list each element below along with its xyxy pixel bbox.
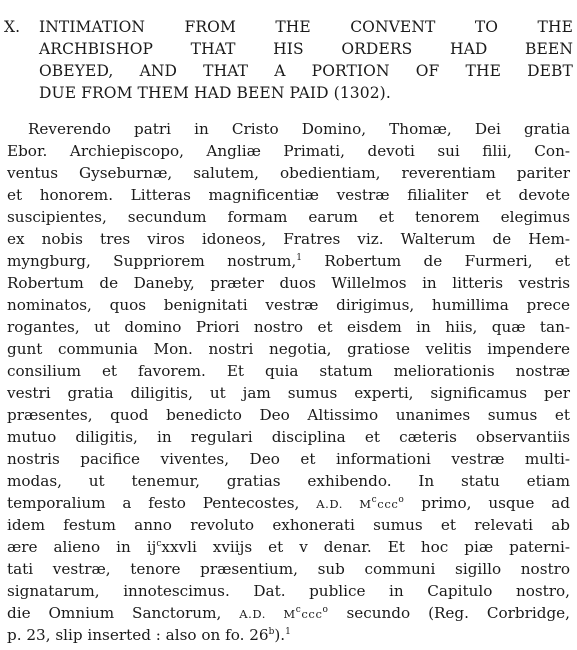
body-line: mutuo diligitis, in regulari disciplina et cæteris observantiis: [7, 428, 570, 446]
body-line: consilium et favorem. Et quia statum meliorationis nostræ: [7, 362, 570, 380]
footnote-mark: 1: [285, 627, 291, 637]
body-line: ventus Gyseburnæ, salutem, obedientiam, reverentiam pariter: [7, 164, 570, 182]
body-line: nominatos, quos benignitati vestræ dirigimus, humillima prece: [7, 296, 570, 314]
superscript: b: [268, 627, 275, 637]
body-text-segment: Robertum: [324, 252, 402, 270]
date-reference: A.D. $M^cccc^o$: [239, 605, 329, 621]
heading-line-1: [0, 16, 577, 38]
body-line: Ebor. Archiepiscopo, Angliæ Primati, devoti sui filii, Con-: [7, 142, 570, 160]
heading-text: DUE FROM THEM HAD BEEN PAID (1302).: [39, 84, 391, 102]
body-text-segment: myngburg, Suppriorem nostrum,: [7, 252, 297, 270]
heading-text: INTIMATION FROM THE CONVENT TO THE: [39, 18, 573, 36]
heading-line-3: [0, 60, 577, 82]
body-text-segment: die Omnium Sanctorum,: [7, 604, 222, 622]
body-line: ex nobis tres viros idoneos, Fratres viz. Walterum de Hem-: [7, 230, 570, 248]
body-line: [7, 250, 570, 272]
body-line: modas, ut tenemur, gratias exhibendo. In statu etiam: [7, 472, 570, 490]
heading-text: OBEYED, AND THAT A PORTION OF THE DEBT: [39, 62, 573, 80]
heading-text: ARCHBISHOP THAT HIS ORDERS HAD BEEN: [39, 40, 573, 58]
section-number: X.: [4, 18, 21, 36]
body-line: tati vestræ, tenore præsentium, sub communi sigillo nostro: [7, 560, 570, 578]
heading-line-4: [0, 82, 577, 104]
body-text-segment: xxvli xviijs et v denar. Et hoc piæ paterni-: [161, 538, 570, 556]
date-reference: A.D. $M^cccc^o$: [316, 495, 405, 511]
heading-line-2: [0, 38, 577, 60]
footnote-mark: 1: [296, 253, 302, 263]
body-text-segment: primo, usque ad: [421, 494, 571, 512]
body-line: signatarum, innotescimus. Dat. publice in Capitulo nostro,: [7, 582, 570, 600]
body-line: gunt communia Mon. nostri negotia, gratiose velitis impendere: [7, 340, 570, 358]
body-line: idem festum anno revoluto exhonerati sumus et relevati ab: [7, 516, 570, 534]
body-line: [7, 602, 570, 624]
body-line: suscipientes, secundum formam earum et tenorem elegimus: [7, 208, 570, 226]
body-text-segment: ).: [274, 626, 286, 644]
body-line: [7, 492, 570, 514]
superscript: c: [156, 539, 162, 549]
body-text-segment: p. 23, slip inserted : also on fo. 26: [7, 626, 269, 644]
body-line: præsentes, quod benedicto Deo Altissimo unanimes sumus et: [7, 406, 570, 424]
body-line: nostris pacifice viventes, Deo et informationi vestræ multi-: [7, 450, 570, 468]
body-line: Robertum de Daneby, præter duos Willelmos in litteris vestris: [7, 274, 570, 292]
body-line: rogantes, ut domino Priori nostro et eisdem in hiis, quæ tan-: [7, 318, 570, 336]
body-line: [7, 624, 570, 646]
body-text-segment: ære alieno in ij: [7, 538, 157, 556]
body-line: vestri gratia diligitis, ut jam sumus experti, significamus per: [7, 384, 570, 402]
body-line: [7, 536, 570, 558]
body-text-segment: temporalium a festo Pentecostes,: [7, 494, 300, 512]
body-line: et honorem. Litteras magnificentiæ vestræ filialiter et devote: [7, 186, 570, 204]
body-text-segment: secundo (Reg. Corbridge,: [346, 604, 570, 622]
body-line: Reverendo patri in Cristo Domino, Thomæ, Dei gratia: [28, 120, 570, 138]
body-text-segment: de Furmeri, et: [423, 252, 571, 270]
